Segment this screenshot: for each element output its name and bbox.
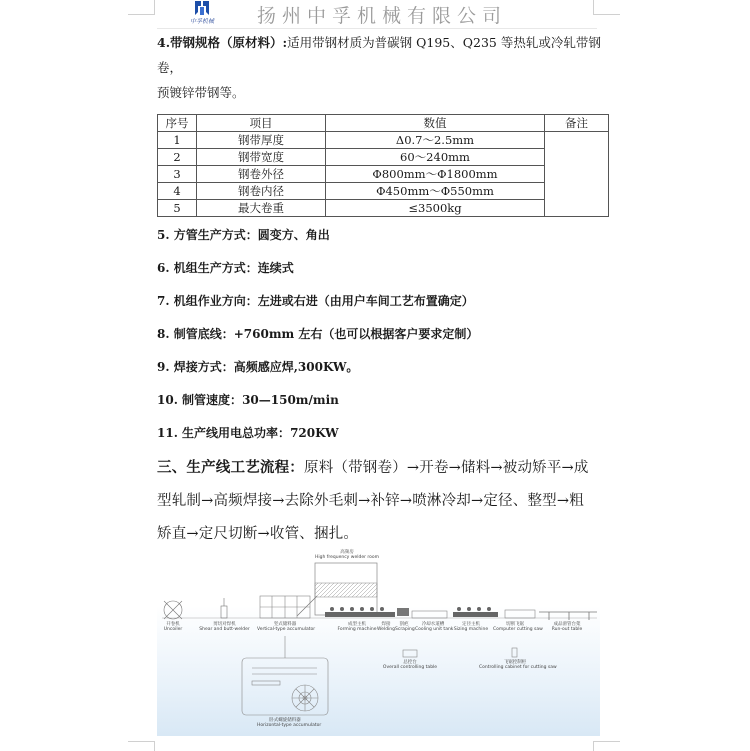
table-row <box>158 183 609 200</box>
spec-item <box>157 258 602 278</box>
cell-value: 60～240mm <box>326 149 545 166</box>
station-label <box>547 622 587 632</box>
col-header-value: 数值 <box>326 115 545 132</box>
process-flow-section <box>157 451 602 551</box>
control-en: Controlling cabinet for cutting saw <box>479 665 557 670</box>
station-label <box>257 622 316 632</box>
spec-item-label: 11. 生产线用电总功率： <box>157 426 291 440</box>
spec-item-label: 7. 机组作业方向： <box>157 294 258 308</box>
cell-value: Δ0.7～2.5mm <box>326 132 545 149</box>
spec-item-value: 30—150m/min <box>242 393 339 407</box>
spec-item-label: 5. 方管生产方式： <box>157 228 258 242</box>
cell-item: 最大卷重 <box>197 200 326 217</box>
cell-value: Φ800mm～Φ1800mm <box>326 166 545 183</box>
cell-value: ≤3500kg <box>326 200 545 217</box>
section-4-heading: 4.带钢规格（原材料）: <box>157 35 288 50</box>
section-4-text: 适用带钢材质为普碳钢 Q195、Q235 等热轧或冷轧带钢卷， <box>157 35 601 75</box>
horizontal-accumulator-icon <box>242 658 328 715</box>
spec-item <box>157 423 602 443</box>
station-label <box>197 622 252 632</box>
station-label <box>157 622 189 632</box>
control-cn: 总控台 <box>403 660 417 665</box>
cell-item: 钢卷外径 <box>197 166 326 183</box>
cell-remark <box>545 132 609 217</box>
col-header-item: 项目 <box>197 115 326 132</box>
station-cn: 切断飞锯 <box>506 622 524 627</box>
station-label <box>415 622 454 632</box>
spec-item <box>157 390 602 410</box>
spec-item-label: 9. 焊接方式： <box>157 360 234 374</box>
station-cn: 成型主机 <box>348 622 366 627</box>
station-en: Shear and butt-welder <box>199 627 250 632</box>
cell-no: 1 <box>158 132 197 149</box>
control-label <box>382 660 438 670</box>
logo-mark-icon <box>193 0 211 16</box>
spec-item <box>157 225 602 245</box>
spec-item <box>157 291 602 311</box>
cooling-tank-icon <box>412 611 447 618</box>
cell-item: 钢带厚度 <box>197 132 326 149</box>
welder-room-label-cn: 高频房 <box>340 550 354 555</box>
station-en: Run-out table <box>551 627 583 632</box>
spec-item-label: 6. 机组生产方式： <box>157 261 258 275</box>
process-flow-line: 矫直→定尺切断→收管、捆扎。 <box>157 526 359 542</box>
station-label <box>377 622 395 632</box>
spec-item-value: 圆变方、角出 <box>257 228 330 242</box>
control-cn: 飞锯控制柜 <box>503 660 527 665</box>
welding-scraping-icon <box>397 608 409 616</box>
station-cn: 定径主机 <box>462 622 480 627</box>
spec-item <box>157 357 602 377</box>
station-en: Uncoiler <box>163 627 183 632</box>
document-body <box>157 30 602 551</box>
station-cn: 开卷机 <box>166 622 180 627</box>
table-row <box>158 200 609 217</box>
section-4-paragraph <box>157 30 602 105</box>
table-row <box>158 166 609 183</box>
spec-item-value: 左进或右进（由用户车间工艺布置确定） <box>257 294 474 308</box>
table-row <box>158 149 609 166</box>
process-flow-text: 原料（带钢卷）→开卷→储料→被动矫平→成 <box>304 460 589 476</box>
station-en: Scraping <box>395 627 415 632</box>
cell-value: Φ450mm～Φ550mm <box>326 183 545 200</box>
welder-room-outline <box>297 563 377 616</box>
col-header-remark: 备注 <box>545 115 609 132</box>
horizontal-accumulator-en: Horizontal-type accumulator <box>257 723 322 728</box>
spec-item <box>157 324 602 344</box>
station-en: Welding <box>377 627 396 632</box>
station-cn: 剪切对焊机 <box>213 622 236 627</box>
page-header <box>175 0 595 28</box>
table-row <box>158 132 609 149</box>
station-en: Sizing machine <box>453 627 489 632</box>
cutting-saw-icon <box>505 610 535 618</box>
station-label <box>453 622 489 632</box>
spec-item-value: 连续式 <box>257 261 294 275</box>
cell-no: 2 <box>158 149 197 166</box>
process-flow-line <box>157 451 602 485</box>
station-label <box>395 622 413 632</box>
cell-no: 3 <box>158 166 197 183</box>
station-cn: 成品滑管台架 <box>553 622 581 627</box>
spec-item-value: 高频感应焊,300KW。 <box>233 360 359 374</box>
production-line-drawing <box>157 548 600 736</box>
vertical-accumulator-icon <box>260 596 310 618</box>
horizontal-accumulator-label <box>257 718 322 728</box>
station-en: Forming machine <box>337 627 377 632</box>
saw-cabinet-icon <box>512 648 517 657</box>
horizontal-accumulator-cn: 卧式螺旋储料器 <box>269 718 301 723</box>
col-header-no: 序号 <box>158 115 197 132</box>
welder-room-label-en: High frequency welder room <box>314 555 380 560</box>
table-header-row <box>158 115 609 132</box>
cell-item: 钢卷内径 <box>197 183 326 200</box>
station-cn: 刮疤 <box>399 622 409 627</box>
station-cn: 竖式储料器 <box>273 622 297 627</box>
run-out-table-icon <box>539 612 597 620</box>
process-flow-line: 型轧制→高频焊接→去除外毛刺→补锌→喷淋冷却→定径、整型→粗 <box>157 493 584 509</box>
cell-no: 4 <box>158 183 197 200</box>
station-label <box>493 622 543 632</box>
section-4-text-cont: 预镀锌带钢等。 <box>157 85 245 100</box>
control-table-icon <box>403 650 417 657</box>
production-line-diagram <box>157 548 600 736</box>
header-divider <box>157 28 597 29</box>
uncoiler-icon <box>164 601 182 619</box>
spec-item-value: +760mm 左右（也可以根据客户要求定制） <box>233 327 479 341</box>
cell-no: 5 <box>158 200 197 217</box>
shear-welder-icon <box>221 598 227 618</box>
company-logo <box>185 0 219 26</box>
station-en: Vertical-type accumulator <box>257 627 316 632</box>
station-en: Computer cutting saw <box>493 627 543 632</box>
station-label <box>337 622 377 632</box>
page-corner-mark <box>128 0 155 15</box>
spec-item-label: 10. 制管速度： <box>157 393 243 407</box>
page-corner-mark <box>593 0 620 15</box>
cell-item: 钢带宽度 <box>197 149 326 166</box>
spec-item-label: 8. 制管底线： <box>157 327 234 341</box>
control-label <box>479 660 557 670</box>
process-flow-heading: 三、生产线工艺流程： <box>157 459 304 476</box>
station-cn: 冷却水道槽 <box>421 622 445 627</box>
company-name: 扬州中孚机械有限公司 <box>257 5 508 27</box>
sizing-machine-icon <box>453 607 498 617</box>
welder-room-label <box>307 550 387 560</box>
station-en: Cooling unit tank <box>415 627 454 632</box>
strip-spec-table <box>157 114 609 217</box>
spec-items-list <box>157 225 602 443</box>
station-cn: 焊接 <box>381 622 391 627</box>
logo-text: 中孚机械 <box>189 18 214 25</box>
forming-machine-icon <box>325 607 395 617</box>
spec-item-value: 720KW <box>290 426 339 440</box>
control-en: Overall controlling table <box>382 665 438 670</box>
